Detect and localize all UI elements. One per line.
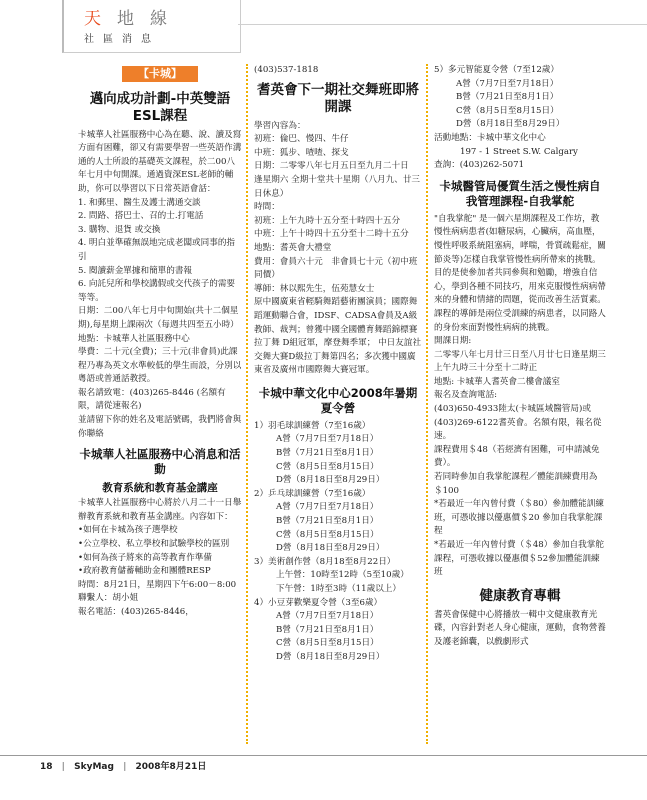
paragraph: 日期：二00八年七月中旬開始(共十二個星期),每星期上課兩次（每週共四至五小時）: [78, 306, 239, 330]
paragraph: 卡城華人社區服務中心為在聽、說、讀及寫方面有困難，卻又有需要學習一些英語作溝通的人士所設的基礎英文課程，於二00八年七月中旬開課。通過資深ESL老師的輔助，你可以學習以下日常英語會話：: [78, 129, 242, 194]
venue: 活動地點：卡城中華文化中心: [434, 132, 546, 143]
title-char-1: 天: [84, 9, 117, 29]
paragraph: 二零零八年七月廿三日至八月廿七日逢星期三 上午九時三十分至十二時正: [434, 349, 606, 374]
paragraph: 時間：: [254, 202, 280, 213]
magazine-name: SkyMag: [74, 762, 114, 772]
camp-session: D營（8月18日至8月29日）: [276, 651, 385, 662]
paragraph: 報名請致電：(403)265-8446 (名額有限，請從速報名): [78, 387, 226, 412]
camp-session: B營（7月21日至8月1日）: [276, 624, 379, 635]
paragraph: 日期：二零零八年七月五日至九月二十日 逢星期六 全期十堂共十星期（八月九、廿三日休息）: [254, 161, 421, 199]
paragraph: 中班：上午十時四十五分至十二時十五分: [254, 229, 409, 240]
list-item: 6. 向託兒所和學校講假或交代孩子的需要等等。: [78, 279, 236, 303]
camp-session: B營（7月21日至8月1日）: [456, 92, 559, 103]
separator: |: [61, 762, 65, 772]
community-centre-title: 卡城華人社區服務中心消息和活動: [79, 447, 241, 477]
camp-item: 2）乒乓球訓練營（7至16歲）: [254, 488, 371, 499]
esl-course-title: 邁向成功計劃-中英雙語ESL課程: [89, 90, 231, 124]
camp-session: C營（8月5日至8月15日）: [276, 638, 379, 649]
paragraph: 地點: 卡城華人耆英會二樓會議室: [434, 376, 560, 387]
paragraph: (403)650-4933陸太(卡城區域醫管局)或(403)269-6122耆英會。名額有限，報名從速。: [434, 404, 602, 442]
list-item: •公立學校、私立學校和試驗學校的區別: [78, 539, 230, 550]
paragraph: 地點：耆英會大禮堂: [254, 242, 332, 253]
paragraph: 卡城華人社區服務中心將於八月二十一日舉辦教育系統和教育基金講座。內容如下：: [78, 498, 242, 522]
paragraph: 報名及查詢電話:: [434, 390, 498, 401]
list-item: •如何為孩子將來的高等教育作準備: [78, 552, 212, 563]
camp-item: 5）多元智能夏令營（7至12歲）: [434, 65, 559, 75]
summer-camp-title: 卡城中華文化中心2008年暑期夏令營: [258, 385, 418, 415]
paragraph: 時間：8月21日，星期四下午6:00－8:00: [78, 579, 237, 590]
camp-session: D營（8月18日至8月29日）: [276, 543, 385, 554]
paragraph: 學習內容為：: [254, 120, 306, 131]
column-1: [78, 64, 242, 620]
dance-class-title: 耆英會下一期社交舞班即將開課: [257, 81, 419, 115]
camp-session: 下午營：1時至3時（11歲以上）: [276, 584, 401, 594]
column-2: [254, 64, 422, 665]
list-item: •政府教育儲蓄輔助金和團體RESP: [78, 566, 211, 577]
footer-rule: [0, 755, 647, 756]
paragraph: 初班：上午九時十五分至十時四十五分: [254, 215, 401, 226]
paragraph: 報名電話：(403)265-8446，: [78, 607, 194, 617]
section-header: [62, 0, 241, 53]
list-item: 1. 和郵里、醫生及護士溝通交談: [78, 197, 201, 208]
camp-session: A營（7月7日至7月18日）: [276, 611, 379, 622]
title-char-3: 線: [150, 9, 183, 29]
camp-session: D營（8月18日至8月29日）: [456, 119, 565, 130]
camp-session: C營（8月5日至8月15日）: [456, 105, 559, 116]
page-number: 18: [40, 762, 53, 772]
camp-session: C營（8月5日至8月15日）: [276, 529, 379, 540]
page-footer: [0, 755, 647, 777]
title-char-2: 地: [117, 9, 150, 29]
paragraph: *若最近一年內曾付費（＄48）參加自我掌舵課程，可憑收據以優惠價＄52參加體能訓練班: [434, 540, 604, 578]
list-item: 4. 明白並準確無誤地完成老闆或同事的指引: [78, 238, 236, 262]
paragraph: 費用：會員六十元 非會員七十元（初中班同價）: [254, 256, 418, 281]
list-item: •如何在卡城為孩子選學校: [78, 525, 178, 536]
paragraph: 並請留下你的姓名及電話號碼，我們將會與你聯絡: [78, 415, 242, 439]
phone-line: (403)537-1818: [254, 65, 319, 75]
separator: |: [123, 762, 127, 772]
health-education-title: 健康教育專輯: [479, 587, 561, 604]
list-item: 2. 問路、搭巴士、召的士.打電話: [78, 211, 204, 222]
camp-session: B營（7月21日至8月1日）: [276, 516, 379, 527]
inquiry-phone: 查詢：(403)262-5071: [434, 160, 525, 171]
list-item: 5. 閱讀薪金單據和簡單的書報: [78, 265, 193, 276]
camp-session: A營（7月7日至7月18日）: [456, 78, 559, 89]
camp-session: A營（7月7日至7月18日）: [276, 434, 379, 445]
footer-text: [40, 759, 206, 772]
camp-item: 3）美術創作營（8月18至8月22日）: [254, 556, 396, 567]
paragraph: 聯繫人：胡小姐: [78, 593, 139, 604]
paragraph: 開課日期:: [434, 336, 472, 347]
paragraph: 學費：二十元(全費)；三十元(非會員)此課程乃專為英文水準較低的學生而設，分別以粵語或普通話教授。: [78, 347, 242, 385]
calgary-tag: 【卡城】: [78, 66, 242, 83]
camp-item: 4）小豆芽歡樂夏令營（3至6歲）: [254, 597, 383, 608]
column-divider: [246, 64, 248, 744]
paragraph: 若同時參加自我掌舵課程／體能訓練費用為＄100: [434, 472, 598, 496]
address: 197 - 1 Street S.W. Calgary: [460, 146, 578, 157]
paragraph: *若最近一年內曾付費（＄80）參加體能訓練班，可憑收據以優惠價＄20 參加自我掌舵課程: [434, 499, 604, 537]
paragraph: 原中國廣東省輕騎舞蹈藝術團演員；國際舞蹈運動聯合會，IDSF、CADSA會員及A級教師、裁判；曾獲中國全國體育舞蹈錦標賽拉丁舞 D組冠軍，摩登舞季軍； 中日友誼社交舞大賽D級拉丁舞第四名；多次獲中國廣東省及廣州市國際舞大賽冠軍。: [254, 297, 422, 376]
header-rule: [238, 24, 647, 25]
list-item: 3. 購物、退貨 或交換: [78, 224, 161, 235]
camp-session: B營（7月21日至8月1日）: [276, 448, 379, 459]
section-title: [84, 4, 183, 29]
column-divider: [426, 64, 428, 744]
paragraph: 耆英會保健中心將播放一輯中文健康教育光碟，內容針對老人身心健康，運動，食物營養及護老錦囊，以戲劇形式: [434, 609, 606, 647]
paragraph: 地點：卡城華人社區服務中心: [78, 333, 190, 344]
education-seminar-subtitle: 教育系統和教育基金講座: [102, 482, 218, 495]
paragraph: 初班：倫巴、慢四、牛仔: [254, 134, 349, 145]
camp-session: C營（8月5日至8月15日）: [276, 461, 379, 472]
paragraph: 導師：林以熙先生，伍苑慧女士: [254, 283, 375, 294]
issue-date: 2008年8月21日: [135, 762, 207, 772]
camp-item: 1）羽毛球訓練營（7至16歲）: [254, 420, 371, 431]
paragraph: "自我掌舵" 是一個六星期課程及工作坊，教慢性病病患者(如糖尿病，心臟病，高血壓，慢性呼吸系統阻塞病，哮喘，骨質疏鬆症，關節炎等)怎樣自我掌管慢性病所帶來的挑戰。目的是使參加者共同參與和勉勵，增強自信心，學到各種不同技巧，用來克服慢性病病帶來的身體和情緒的問題，從而改善生活質素。課程的導師是兩位受訓練的病患者，以同路人的身份來面對慢性病病的挑戰。: [434, 213, 606, 333]
column-3: [434, 64, 606, 650]
section-subtitle: 社區消息: [84, 34, 160, 45]
self-management-title: 卡城醫管局優質生活之慢性病自我管理課程-自我掌舵: [439, 178, 601, 208]
camp-session: D營（8月18日至8月29日）: [276, 475, 385, 486]
paragraph: 課程費用＄48（若經濟有困難，可申請減免費）。: [434, 444, 600, 469]
paragraph: 中班：狐步、喳喳、探戈: [254, 147, 349, 158]
camp-session: 上午營：10時至12時（5至10歲）: [276, 570, 409, 581]
camp-session: A營（7月7日至7月18日）: [276, 502, 379, 513]
